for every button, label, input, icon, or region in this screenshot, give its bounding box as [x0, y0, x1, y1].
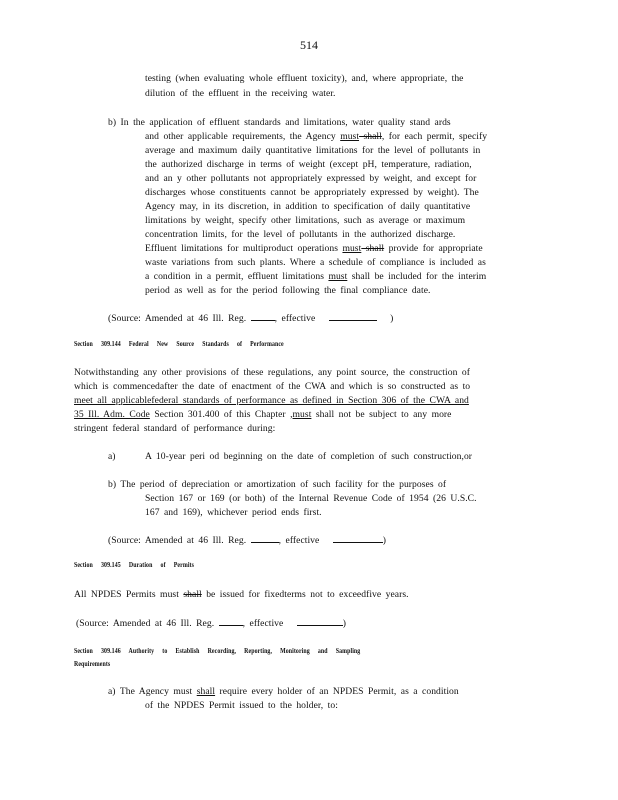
struck-text: shall — [183, 589, 202, 600]
text-run: (Source: Amended at 46 Ill. Reg. — [108, 535, 247, 546]
reg-blank — [219, 616, 243, 626]
text-run: ) — [382, 535, 386, 546]
text-run: Section 301.400 of this Chapter , — [149, 409, 293, 420]
sec144-line-2: which is commencedafter the date of enactment of the CWA and which is so constructed as to — [74, 381, 471, 392]
sec144-item-a-label: a) — [108, 451, 116, 462]
para-b-line-3: average and maximum daily quantitative limitations for the level of pollutants in — [145, 145, 481, 156]
page-number: 514 — [300, 38, 318, 52]
inserted-text: must — [292, 409, 312, 420]
text-run: , effective — [274, 313, 316, 324]
text-run: (Source: Amended at 46 Ill. Reg. — [76, 618, 215, 629]
text-run: ) — [342, 618, 346, 629]
text-run: shall not be subject to any more — [311, 409, 452, 420]
sec144-line-1: Notwithstanding any other provisions of these regulations, any point source, the construction of — [74, 367, 470, 378]
inserted-text: must — [342, 243, 362, 254]
sec144-item-b-line-2: Section 167 or 169 (or both) of the Internal Revenue Code of 1954 (26 U.S.C. — [145, 493, 477, 504]
effective-blank — [333, 533, 383, 543]
section-heading-309-145: Section 309.145 Duration of Permits — [74, 561, 194, 569]
source-note-3 — [76, 616, 346, 631]
reg-blank — [251, 533, 279, 543]
text-run: ) — [390, 313, 394, 324]
sec145-body — [74, 588, 409, 602]
text-run: Effluent limitations for multiproduct operations — [145, 243, 343, 254]
reg-blank — [251, 311, 275, 321]
para-b-line-9: concentration limits, for the level of pollutants in the authorized discharge. — [145, 229, 456, 240]
para-b-line-11: waste variations from such plants. Where a schedule of compliance is included as — [145, 257, 486, 268]
text-run: (Source: Amended at 46 Ill. Reg. — [108, 313, 247, 324]
sec144-item-a-text: A 10-year peri od beginning on the date of completion of such construction,or — [145, 451, 473, 462]
inserted-text: 35 Ill. Adm. Code — [74, 409, 150, 420]
sec146-item-a-line-1 — [108, 685, 459, 699]
text-run: , effective — [278, 535, 320, 546]
sec144-item-b-line-1: b) The period of depreciation or amortization of such facility for the purposes of — [108, 479, 447, 490]
text-run: , for each permit, specify — [381, 131, 488, 142]
source-note-1 — [108, 311, 393, 326]
sec144-line-4 — [74, 408, 451, 422]
sec144-line-3 — [74, 394, 469, 408]
inserted-text: meet all applicablefederal standards of performance as defined in Section 306 of the CWA and — [74, 395, 469, 406]
effective-blank — [329, 311, 377, 321]
text-run: a condition in a permit, effluent limitations — [145, 271, 329, 282]
inserted-text: must — [340, 131, 360, 142]
para-b-line-5: and an y other pollutants not appropriately expressed by weight, and except for — [145, 173, 477, 184]
text-run: shall be included for the interim — [347, 271, 487, 282]
inserted-text: shall — [196, 686, 216, 697]
struck-text: shall — [359, 131, 382, 142]
text-run: provide for appropriate — [384, 243, 483, 254]
para-b-line-8: limitations by weight, specify other limitations, such as average or maximum — [145, 215, 466, 226]
para-b-line-10 — [145, 242, 483, 256]
text-run: , effective — [242, 618, 284, 629]
para-b-line-12 — [145, 270, 486, 284]
effective-blank — [297, 616, 343, 626]
text-run: require every holder of an NPDES Permit, as a condition — [215, 686, 459, 697]
sec144-item-b-line-3: 167 and 169), whichever period ends first. — [145, 507, 322, 518]
sec144-line-5: stringent federal standard of performance during: — [74, 423, 276, 434]
sec146-item-a-line-2: of the NPDES Permit issued to the holder, to: — [145, 700, 338, 711]
para-b-line-2 — [145, 130, 487, 144]
para-b-line-1: b) In the application of effluent standards and limitations, water quality stand ards — [108, 117, 451, 128]
para-b-line-6: discharges whose constituents cannot be appropriately expressed by weight). The — [145, 187, 479, 198]
text-run: a) The Agency must — [108, 686, 197, 697]
source-note-2 — [108, 533, 386, 548]
section-heading-309-144: Section 309.144 Federal New Source Standards of Performance — [74, 340, 284, 348]
para-b-line-7: Agency may, in its discretion, in addition to specification of daily quantitative — [145, 201, 471, 212]
para-a-line-2: dilution of the effluent in the receiving water. — [145, 88, 336, 99]
para-a-line-1: testing (when evaluating whole effluent toxicity), and, where appropriate, the — [145, 73, 464, 84]
para-b-line-13: period as well as for the period following the final compliance date. — [145, 285, 431, 296]
section-heading-309-146: Section 309.146 Authority to Establish Recording, Reporting, Monitoring and Sampling — [74, 647, 361, 655]
para-b-line-4: the authorized discharge in terms of weight (except pH, temperature, radiation, — [145, 159, 472, 170]
inserted-text: must — [328, 271, 348, 282]
text-run: be issued for fixedterms not to exceedfive years. — [201, 589, 409, 600]
struck-text: shall — [361, 243, 385, 254]
text-run: and other applicable requirements, the Agency — [145, 131, 341, 142]
section-heading-309-146-cont: Requirements — [74, 660, 111, 668]
text-run: All NPDES Permits must — [74, 589, 184, 600]
